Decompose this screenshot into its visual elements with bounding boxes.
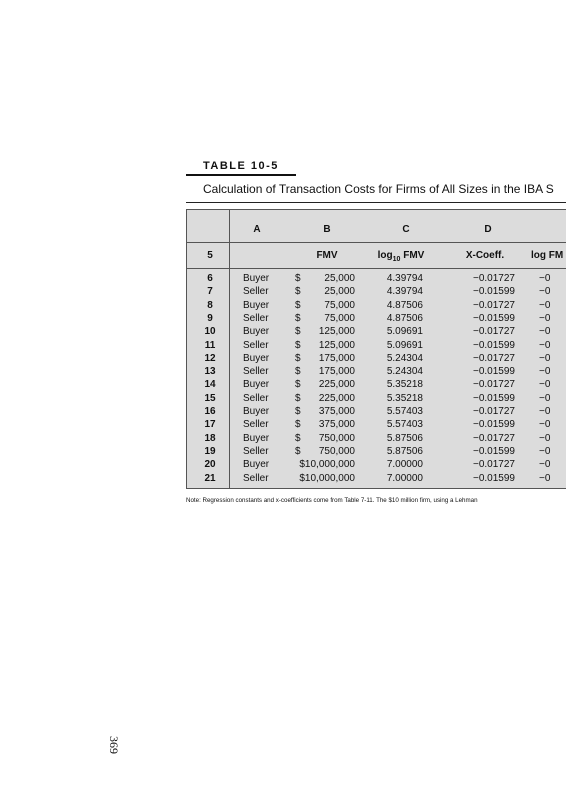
- fmv-cell: 25,000: [324, 286, 355, 298]
- row-number: 16: [204, 406, 216, 417]
- dollar-sign-cell: $: [295, 366, 301, 378]
- log-fmv-cell: 4.39794: [386, 273, 423, 284]
- fmv-cell: 125,000: [318, 326, 355, 338]
- x-coeff-cell: −0.01599: [473, 339, 515, 351]
- dollar-sign-cell: $: [295, 445, 301, 457]
- table-title: Calculation of Transaction Costs for Firms of All Sizes in the IBA S: [203, 182, 554, 196]
- log-fm-cell: −0: [539, 299, 551, 311]
- fmv-cell: 175,000: [318, 366, 355, 378]
- log-fm-cell: −0: [539, 432, 551, 444]
- fmv-cell: 25,000: [324, 273, 355, 284]
- party-cell: Seller: [243, 312, 269, 324]
- x-coeff-cell: −0.01727: [473, 459, 515, 471]
- log-fm-cell: −0: [539, 286, 551, 298]
- fmv-cell: 75,000: [324, 312, 355, 324]
- party-cell: Seller: [243, 392, 269, 404]
- party-cell: Buyer: [243, 432, 270, 444]
- x-coeff-cell: −0.01727: [473, 352, 515, 364]
- page-number: 369: [107, 736, 121, 754]
- log-fmv-cell: 5.87506: [386, 432, 423, 444]
- dollar-sign-cell: $: [295, 379, 301, 391]
- letter-row-divider: [187, 242, 566, 243]
- log-fmv-cell: 5.87506: [386, 445, 423, 457]
- x-coeff-cell: −0.01599: [473, 472, 515, 484]
- x-coeff-cell: −0.01599: [473, 445, 515, 457]
- fmv-cell: 175,000: [318, 352, 355, 364]
- party-cell: Seller: [243, 366, 269, 378]
- row-number: 9: [207, 312, 213, 324]
- heading-row-divider: [187, 268, 566, 269]
- dollar-sign-cell: $: [295, 273, 301, 284]
- log-fm-cell: −0: [539, 419, 551, 431]
- fmv-cell: 375,000: [318, 406, 355, 417]
- log-fm-cell: −0: [539, 392, 551, 404]
- row-number: 18: [204, 432, 216, 444]
- party-cell: Buyer: [243, 379, 270, 391]
- row-number: 10: [204, 326, 216, 338]
- party-cell: Buyer: [243, 406, 270, 417]
- heading-row-number: 5: [207, 250, 213, 261]
- heading-log-subscript: 10: [392, 256, 401, 263]
- fmv-cell: 75,000: [324, 299, 355, 311]
- row-number: 17: [204, 419, 216, 431]
- x-coeff-cell: −0.01727: [473, 406, 515, 417]
- title-rule: [186, 202, 566, 203]
- x-coeff-cell: −0.01727: [473, 273, 515, 284]
- row-number: 11: [204, 339, 216, 351]
- fmv-cell: 225,000: [318, 392, 355, 404]
- log-fmv-cell: 7.00000: [386, 472, 423, 484]
- dollar-sign-cell: $: [295, 326, 301, 338]
- log-fmv-cell: 5.24304: [386, 366, 423, 378]
- row-number: 13: [204, 366, 216, 378]
- party-cell: Buyer: [243, 352, 270, 364]
- log-fmv-cell: 4.87506: [386, 312, 423, 324]
- log-fm-cell: −0: [539, 312, 551, 324]
- column-letter-d: D: [484, 224, 492, 235]
- party-cell: Buyer: [243, 326, 270, 338]
- row-number: 8: [207, 299, 213, 311]
- x-coeff-cell: −0.01727: [473, 379, 515, 391]
- log-fm-cell: −0: [539, 326, 551, 338]
- column-letter-a: A: [253, 224, 261, 235]
- fmv-cell: 750,000: [318, 432, 355, 444]
- table-note: Note: Regression constants and x-coefficients come from Table 7-11. The $10 million firm, using a Lehman: [186, 497, 478, 504]
- log-fmv-cell: 5.35218: [386, 379, 423, 391]
- log-fm-cell: −0: [539, 273, 551, 284]
- dollar-sign-cell: $: [295, 419, 301, 431]
- x-coeff-cell: −0.01727: [473, 299, 515, 311]
- log-fm-cell: −0: [539, 366, 551, 378]
- row-number: 20: [204, 459, 216, 471]
- log-fmv-cell: 7.00000: [386, 459, 423, 471]
- log-fm-cell: −0: [539, 445, 551, 457]
- party-cell: Seller: [243, 339, 269, 351]
- log-fmv-cell: 4.39794: [386, 286, 423, 298]
- row-number: 15: [204, 392, 216, 404]
- x-coeff-cell: −0.01599: [473, 392, 515, 404]
- x-coeff-cell: −0.01599: [473, 366, 515, 378]
- fmv-cell: 225,000: [318, 379, 355, 391]
- party-cell: Seller: [243, 445, 269, 457]
- log-fm-cell: −0: [539, 379, 551, 391]
- party-cell: Buyer: [243, 459, 270, 471]
- party-cell: Seller: [243, 286, 269, 298]
- row-number: 12: [204, 352, 216, 364]
- log-fm-cell: −0: [539, 339, 551, 351]
- column-letter-c: C: [402, 224, 410, 235]
- log-fm-cell: −0: [539, 459, 551, 471]
- dollar-sign-cell: $: [295, 406, 301, 417]
- fmv-cell: 750,000: [318, 445, 355, 457]
- party-cell: Buyer: [243, 299, 270, 311]
- x-coeff-cell: −0.01727: [473, 326, 515, 338]
- log-fm-cell: −0: [539, 472, 551, 484]
- party-cell: Buyer: [243, 273, 270, 284]
- heading-x-coeff: X-Coeff.: [465, 250, 505, 261]
- party-cell: Seller: [243, 419, 269, 431]
- log-fm-cell: −0: [539, 406, 551, 417]
- heading-log-fmv: [371, 250, 431, 266]
- x-coeff-cell: −0.01599: [473, 286, 515, 298]
- log-fmv-cell: 5.09691: [386, 326, 423, 338]
- row-number: 7: [207, 286, 213, 298]
- dollar-sign-cell: $: [295, 299, 301, 311]
- party-cell: Seller: [243, 472, 269, 484]
- log-fmv-cell: 5.24304: [386, 352, 423, 364]
- fmv-cell: $10,000,000: [299, 459, 355, 471]
- dollar-sign-cell: $: [295, 339, 301, 351]
- column-letter-b: B: [323, 224, 331, 235]
- row-number: 14: [204, 379, 216, 391]
- dollar-sign-cell: $: [295, 392, 301, 404]
- heading-log-suffix: FMV: [400, 250, 425, 261]
- heading-log-fm: log FM: [531, 250, 564, 261]
- dollar-sign-cell: $: [295, 352, 301, 364]
- data-table: [186, 209, 566, 489]
- row-number: 21: [204, 472, 216, 484]
- dollar-sign-cell: $: [295, 312, 301, 324]
- log-fmv-cell: 5.35218: [386, 392, 423, 404]
- table-label: TABLE 10-5: [203, 160, 279, 172]
- dollar-sign-cell: $: [295, 286, 301, 298]
- x-coeff-cell: −0.01727: [473, 432, 515, 444]
- heading-log-prefix: log: [377, 250, 393, 261]
- fmv-cell: 375,000: [318, 419, 355, 431]
- row-number: 19: [204, 445, 216, 457]
- x-coeff-cell: −0.01599: [473, 312, 515, 324]
- fmv-cell: 125,000: [318, 339, 355, 351]
- log-fm-cell: −0: [539, 352, 551, 364]
- heading-fmv: FMV: [316, 250, 338, 261]
- row-number: 6: [207, 273, 213, 284]
- dollar-sign-cell: $: [295, 432, 301, 444]
- x-coeff-cell: −0.01599: [473, 419, 515, 431]
- log-fmv-cell: 5.57403: [386, 419, 423, 431]
- table-label-rule: [186, 174, 296, 176]
- fmv-cell: $10,000,000: [299, 472, 355, 484]
- log-fmv-cell: 4.87506: [386, 299, 423, 311]
- log-fmv-cell: 5.57403: [386, 406, 423, 417]
- log-fmv-cell: 5.09691: [386, 339, 423, 351]
